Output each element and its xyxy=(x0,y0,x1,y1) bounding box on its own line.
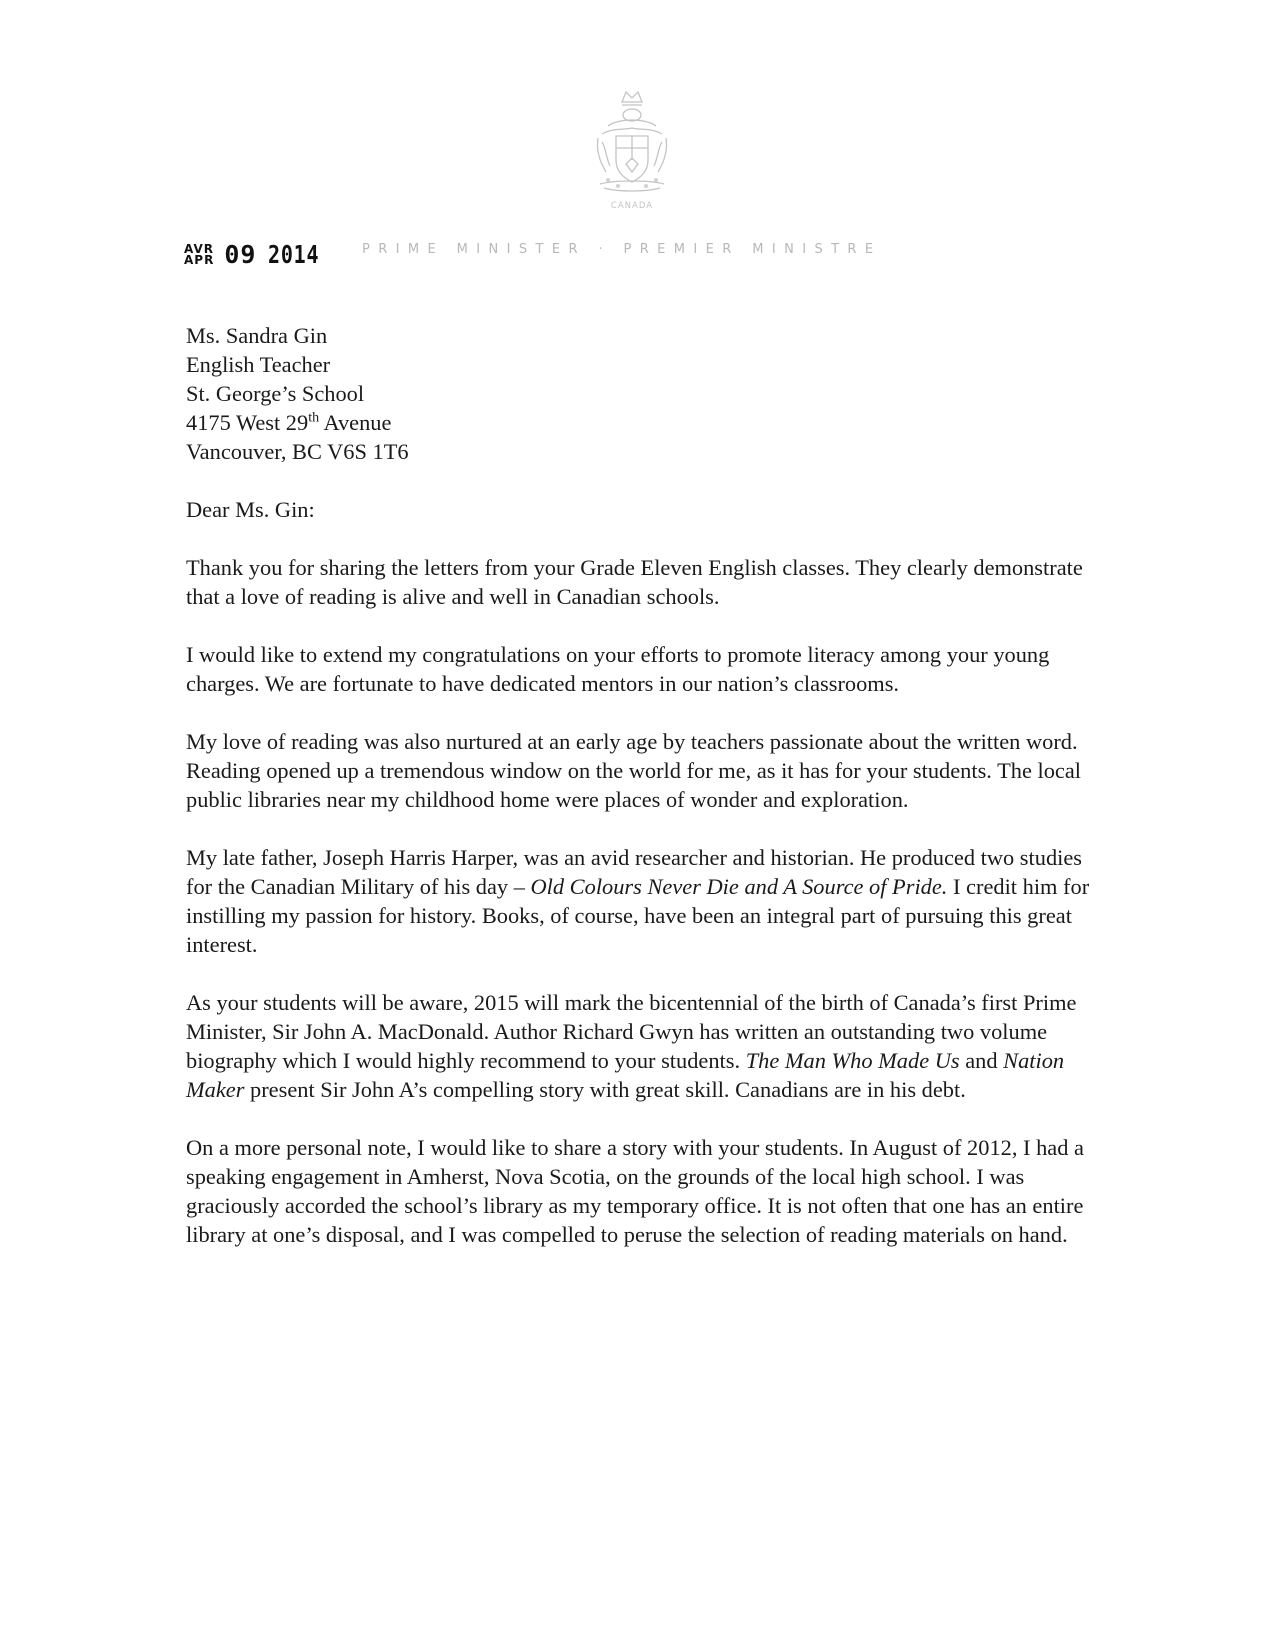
letterhead-office-title: PRIME MINISTER · PREMIER MINISTRE xyxy=(362,242,882,257)
crest-label: CANADA xyxy=(610,201,654,211)
letter-body xyxy=(186,321,1106,1249)
book-title-source-of-pride: A Source of Pride. xyxy=(783,874,948,899)
recipient-address xyxy=(186,321,1106,466)
book-title-man-who-made-us: The Man Who Made Us xyxy=(745,1048,960,1073)
book-title-old-colours: Old Colours Never Die xyxy=(530,874,739,899)
paragraph-1: Thank you for sharing the letters from your Grade Eleven English classes. They clearly demonstrate that a love of reading is alive and well in Canadian schools. xyxy=(186,555,1083,609)
paragraph-4-conjunction: and xyxy=(738,874,784,899)
recipient-name: Ms. Sandra Gin xyxy=(186,323,328,348)
date-stamp-year: 2014 xyxy=(268,240,320,269)
paragraph-5-conjunction: and xyxy=(959,1048,1004,1073)
date-stamp-month-en: APR xyxy=(184,252,215,267)
recipient-street xyxy=(186,408,1106,437)
street-type: Avenue xyxy=(319,410,392,435)
date-stamp-day: 09 xyxy=(224,240,257,269)
street-number: 4175 West 29 xyxy=(186,410,309,435)
paragraph-5-text-b: present Sir John A’s compelling story with great skill. Canadians are in his debt. xyxy=(244,1077,966,1102)
date-stamp xyxy=(184,240,333,269)
date-stamp-month-fr: AVR xyxy=(184,241,214,256)
paragraph-4 xyxy=(186,843,1106,959)
paragraph-5 xyxy=(186,988,1106,1104)
book-title-nation-maker: Nation Maker xyxy=(186,1048,1065,1102)
recipient-organization: St. George’s School xyxy=(186,381,365,406)
recipient-title: English Teacher xyxy=(186,352,331,377)
paragraph-5-text-a: As your students will be aware, 2015 will mark the bicentennial of the birth of Canada’s first Prime Minister, Sir John A. MacDonald. Author Richard Gwyn has written an outstanding two volume biography which I would highly recommend to your students. xyxy=(186,990,1077,1073)
paragraph-2: I would like to extend my congratulations on your efforts to promote literacy among your young charges. We are fortunate to have dedicated mentors in our nation’s classrooms. xyxy=(186,642,1050,696)
paragraph-4-text-b: I credit him for instilling my passion for history. Books, of course, have been an integral part of pursuing this great interest. xyxy=(186,874,1090,957)
paragraph-4-text-a: My late father, Joseph Harris Harper, was an avid researcher and historian. He produced two studies for the Canadian Military of his day – xyxy=(186,845,1083,899)
recipient-city: Vancouver, BC V6S 1T6 xyxy=(186,439,409,464)
paragraph-6: On a more personal note, I would like to share a story with your students. In August of 2012, I had a speaking engagement in Amherst, Nova Scotia, on the grounds of the local high school. I was graciously accorded the school’s library as my temporary office. It is not often that one has an entire library at one’s disposal, and I was compelled to peruse the selection of reading materials on hand. xyxy=(186,1135,1084,1247)
paragraph-3: My love of reading was also nurtured at an early age by teachers passionate about the written word. Reading opened up a tremendous window on the world for me, as it has for your students. The local public libraries near my childhood home were places of wonder and exploration. xyxy=(186,729,1082,812)
coat-of-arms-icon xyxy=(588,88,676,216)
date-stamp-months xyxy=(184,241,215,267)
salutation: Dear Ms. Gin: xyxy=(186,497,315,522)
street-ordinal-suffix: th xyxy=(308,410,320,426)
